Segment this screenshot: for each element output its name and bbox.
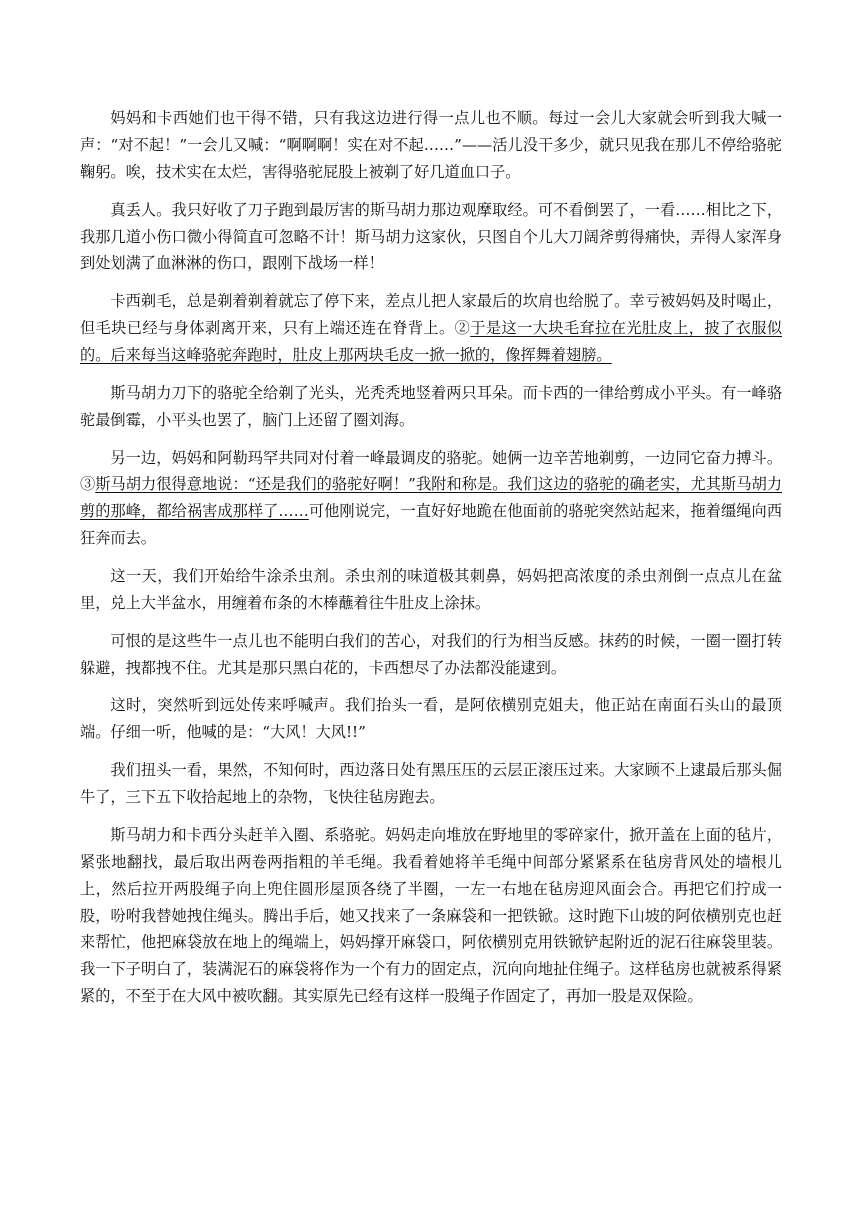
paragraph-text: 真丢人。我只好收了刀子跑到最厉害的斯马胡力那边观摩取经。可不看倒罢了，一看……相比之下，我那几道小伤口微小得简直可忽略不计！斯马胡力这家伙，只图自个儿大刀阔斧剪得痛快，弄得人家浑身到处划满了血淋淋的伤口，跟刚下战场一样！ [80, 200, 782, 273]
paragraph-7 [80, 628, 782, 682]
paragraph-2 [80, 197, 782, 278]
paragraph-text: 可他刚说完，一直好好地跪在他面前的骆驼突然站起来，拖着缰绳向西狂奔而去。 [80, 502, 783, 548]
paragraph-10 [80, 822, 782, 1010]
paragraph-text: 我们扭头一看，果然，不知何时，西边落日处有黑压压的云层正滚压过来。大家顾不上逮最后那头倔牛了，三下五下收拾起地上的杂物，飞快往毡房跑去。 [80, 761, 782, 807]
paragraph-text: 这时，突然听到远处传来呼喊声。我们抬头一看，是阿依横别克姐夫，他正站在南面石头山的最顶端。仔细一听，他喊的是：“大风！大风!!” [80, 696, 782, 742]
paragraph-text: 另一边，妈妈和阿勒玛罕共同对付着一峰最调皮的骆驼。她俩一边辛苦地剃剪，一边同它奋力搏斗。③ [80, 448, 782, 494]
paragraph-9 [80, 757, 782, 811]
paragraph-6 [80, 563, 782, 617]
underlined-passage-3: 斯马胡力很得意地说：“还是我们的骆驼好啊！”我附和称是。我们这边的骆驼的确老实，尤其斯马胡力剪的那峰，都给祸害成那样了…… [80, 475, 783, 521]
paragraph-text: 这一天，我们开始给牛涂杀虫剂。杀虫剂的味道极其刺鼻，妈妈把高浓度的杀虫剂倒一点点儿在盆里，兑上大半盆水，用缠着布条的木棒蘸着往牛肚皮上涂抹。 [80, 567, 782, 612]
paragraph-text: 妈妈和卡西她们也干得不错，只有我这边进行得一点儿也不顺。每过一会儿大家就会听到我大喊一声：“对不起！”一会儿又喊：“啊啊啊！实在对不起……”——活儿没干多少，就只见我在那儿不停给骆驼鞠躬。唉，技术实在太烂，害得骆驼屁股上被剃了好几道血口子。 [80, 109, 782, 181]
paragraph-1 [80, 105, 782, 186]
paragraph-8 [80, 692, 782, 746]
paragraph-text: 可恨的是这些牛一点儿也不能明白我们的苦心，对我们的行为相当反感。抹药的时候，一圈一圈打转躲避，拽都拽不住。尤其是那只黑白花的，卡西想尽了办法都没能逮到。 [80, 631, 782, 677]
paragraph-text: 斯马胡力刀下的骆驼全给剃了光头，光秃秃地竖着两只耳朵。而卡西的一律给剪成小平头。有一峰骆驼最倒霉，小平头也罢了，脑门上还留了圈刘海。 [80, 383, 782, 429]
paragraph-4 [80, 380, 782, 434]
underlined-passage-2: 于是这一大块毛耷拉在光肚皮上，披了衣服似的。后来每当这峰骆驼奔跑时，肚皮上那两块毛皮一掀一掀的，像挥舞着翅膀。 [80, 319, 782, 365]
paragraph-5 [80, 445, 782, 553]
paragraph-3 [80, 288, 782, 369]
document-body [80, 105, 782, 1010]
paragraph-text: 斯马胡力和卡西分头赶羊入圈、系骆驼。妈妈走向堆放在野地里的零碎家什，掀开盖在上面的毡片，紧张地翻找，最后取出两卷两指粗的羊毛绳。我看着她将羊毛绳中间部分紧紧系在毡房背风处的墙根儿上，然后拉开两股绳子向上兜住圆形屋顶各绕了半圈，一左一右地在毡房迎风面会合。再把它们拧成一股，吩咐我替她拽住绳头。腾出手后，她又找来了一条麻袋和一把铁锨。这时跑下山坡的阿依横别克也赶来帮忙，他把麻袋放在地上的绳端上，妈妈撑开麻袋口，阿依横别克用铁锨铲起附近的泥石往麻袋里装。我一下子明白了，装满泥石的麻袋将作为一个有力的固定点，沉向向地扯住绳子。这样毡房也就被系得紧紧的，不至于在大风中被吹翻。其实原先已经有这样一股绳子作固定了，再加一股是双保险。 [80, 825, 782, 1006]
paragraph-text: 卡西剃毛，总是剃着剃着就忘了停下来，差点儿把人家最后的坎肩也给脱了。幸亏被妈妈及时喝止，但毛块已经与身体剥离开来，只有上端还连在脊背上。② [80, 292, 782, 338]
